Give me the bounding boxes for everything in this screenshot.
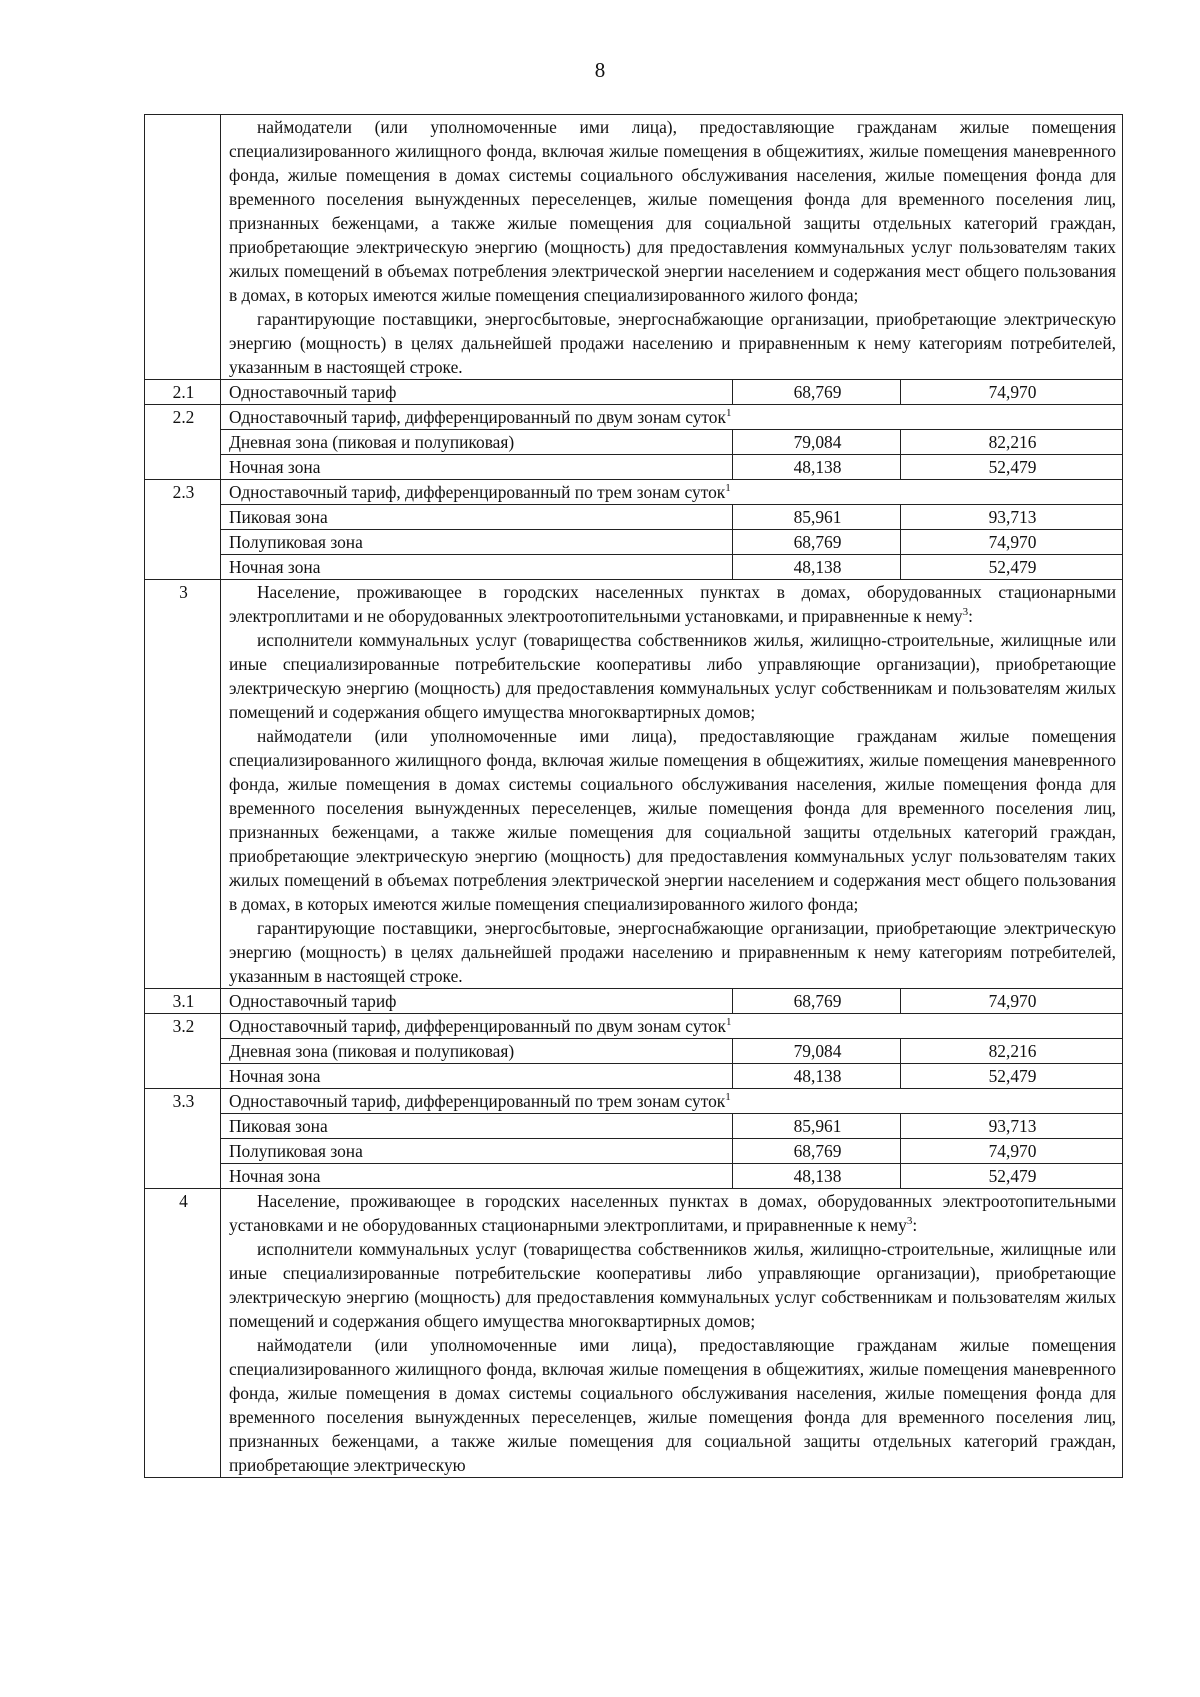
tariff-value-2: 74,970 xyxy=(901,530,1123,555)
consumer-paragraph: исполнители коммунальных услуг (товарищества собственников жилья, жилищно-строительные, жилищные или иные специализированные потребительские кооперативы либо управляющие организации), приобретающие электрическую энергию (мощность) для предоставления коммунальных услуг собственникам и пользователям жилых помещений и содержания общего имущества многоквартирных домов; xyxy=(229,1239,1117,1331)
tariff-value-1: 68,769 xyxy=(733,530,901,555)
tariff-row xyxy=(145,380,1123,405)
tariff-zone-name: Ночная зона xyxy=(221,455,733,480)
tariff-value-2: 52,479 xyxy=(901,555,1123,580)
tariff-name: Одноставочный тариф xyxy=(221,380,733,405)
tariff-group-heading xyxy=(221,480,1123,505)
section-heading: Население, проживающее в городских населенных пунктах в домах, оборудованных электроотопительными установками и не оборудованных стационарными электроплитами, и приравненные к нему$^3$: xyxy=(229,1191,1117,1235)
tariff-value-2: 52,479 xyxy=(901,1064,1123,1089)
tariff-name: Одноставочный тариф xyxy=(221,989,733,1014)
tariff-row xyxy=(145,1014,1123,1039)
footnote-marker: 1 xyxy=(725,407,732,420)
tariff-value-2: 93,713 xyxy=(901,1114,1123,1139)
consumer-paragraph: наймодатели (или уполномоченные ими лица), предоставляющие гражданам жилые помещения специализированного жилищного фонда, включая жилые помещения в общежитиях, жилые помещения маневренного фонда, жилые помещения в домах системы социального обслуживания населения, жилые помещения фонда для временного поселения вынужденных переселенцев, жилые помещения фонда для временного поселения лиц, признанных беженцами, а также жилые помещения для социальной защиты отдельных категорий граждан, приобретающие электрическую энергию (мощность) для предоставления коммунальных услуг пользователям таких жилых помещений в объемах потребления электрической энергии населением и содержания мест общего пользования в домах, в которых имеются жилые помещения специализированного жилого фонда; xyxy=(229,726,1117,914)
section-description xyxy=(221,115,1123,380)
tariff-zone-name: Полупиковая зона xyxy=(221,1139,733,1164)
tariff-zone-row xyxy=(145,1164,1123,1189)
tariff-zone-name: Дневная зона (пиковая и полупиковая) xyxy=(221,1039,733,1064)
tariff-row xyxy=(145,1089,1123,1114)
tariff-value-2: 82,216 xyxy=(901,430,1123,455)
tariff-group-heading-text: Одноставочный тариф, дифференцированный по трем зонам суток xyxy=(229,482,726,502)
tariff-value-1: 48,138 xyxy=(733,455,901,480)
tariff-value-1: 85,961 xyxy=(733,1114,901,1139)
tariff-zone-name: Полупиковая зона xyxy=(221,530,733,555)
tariff-zone-row xyxy=(145,1039,1123,1064)
section-description xyxy=(221,1189,1123,1478)
tariff-value-1: 68,769 xyxy=(733,380,901,405)
consumer-paragraph: гарантирующие поставщики, энергосбытовые, энергоснабжающие организации, приобретающие электрическую энергию (мощность) в целях дальнейшей продажи населению и приравненным к нему категориям потребителей, указанным в настоящей строке. xyxy=(229,309,1117,377)
tariff-value-2: 82,216 xyxy=(901,1039,1123,1064)
tariff-value-1: 79,084 xyxy=(733,430,901,455)
tariff-zone-row xyxy=(145,1114,1123,1139)
tariff-row xyxy=(145,405,1123,430)
tariff-table xyxy=(144,114,1123,1478)
tariff-row-number: 3.3 xyxy=(145,1089,221,1189)
consumer-paragraph: гарантирующие поставщики, энергосбытовые, энергоснабжающие организации, приобретающие электрическую энергию (мощность) в целях дальнейшей продажи населению и приравненным к нему категориям потребителей, указанным в настоящей строке. xyxy=(229,918,1117,986)
tariff-zone-name: Пиковая зона xyxy=(221,505,733,530)
tariff-zone-name: Ночная зона xyxy=(221,1164,733,1189)
tariff-zone-row xyxy=(145,555,1123,580)
tariff-value-2: 74,970 xyxy=(901,380,1123,405)
tariff-group-heading-text: Одноставочный тариф, дифференцированный по трем зонам суток xyxy=(229,1091,726,1111)
tariff-group-heading xyxy=(221,1014,1123,1039)
tariff-group-heading-text: Одноставочный тариф, дифференцированный по двум зонам суток xyxy=(229,407,726,427)
tariff-row-number: 2.3 xyxy=(145,480,221,580)
section-number: 4 xyxy=(145,1189,221,1478)
tariff-zone-name: Ночная зона xyxy=(221,555,733,580)
tariff-value-1: 68,769 xyxy=(733,989,901,1014)
tariff-group-heading xyxy=(221,405,1123,430)
footnote-marker: 3 xyxy=(962,606,969,619)
consumer-paragraph: исполнители коммунальных услуг (товарищества собственников жилья, жилищно-строительные, жилищные или иные специализированные потребительские кооперативы либо управляющие организации), приобретающие электрическую энергию (мощность) для предоставления коммунальных услуг собственникам и пользователям жилых помещений и содержания общего имущества многоквартирных домов; xyxy=(229,630,1117,722)
consumer-paragraph: наймодатели (или уполномоченные ими лица), предоставляющие гражданам жилые помещения специализированного жилищного фонда, включая жилые помещения в общежитиях, жилые помещения маневренного фонда, жилые помещения в домах системы социального обслуживания населения, жилые помещения фонда для временного поселения вынужденных переселенцев, жилые помещения фонда для временного поселения лиц, признанных беженцами, а также жилые помещения для социальной защиты отдельных категорий граждан, приобретающие электрическую xyxy=(229,1335,1117,1475)
tariff-value-2: 74,970 xyxy=(901,989,1123,1014)
tariff-zone-row xyxy=(145,505,1123,530)
tariff-row xyxy=(145,989,1123,1014)
section-heading-text: Население, проживающее в городских населенных пунктах в домах, оборудованных стационарными электроплитами и не оборудованных электроотопительными установками, и приравненные к нему xyxy=(229,582,1117,626)
tariff-value-1: 48,138 xyxy=(733,555,901,580)
tariff-group-heading-text: Одноставочный тариф, дифференцированный по двум зонам суток xyxy=(229,1016,726,1036)
tariff-value-2: 52,479 xyxy=(901,1164,1123,1189)
section-description-row xyxy=(145,1189,1123,1478)
tariff-zone-name: Дневная зона (пиковая и полупиковая) xyxy=(221,430,733,455)
footnote-marker: 1 xyxy=(725,1016,732,1029)
tariff-zone-name: Ночная зона xyxy=(221,1064,733,1089)
section-heading: Население, проживающее в городских населенных пунктах в домах, оборудованных стационарными электроплитами и не оборудованных электроотопительными установками, и приравненные к нему$^3$: xyxy=(229,582,1117,626)
tariff-value-1: 79,084 xyxy=(733,1039,901,1064)
tariff-value-2: 74,970 xyxy=(901,1139,1123,1164)
tariff-group-heading xyxy=(221,1089,1123,1114)
section-description-row xyxy=(145,580,1123,989)
footnote-marker: 3 xyxy=(906,1215,913,1228)
tariff-value-1: 68,769 xyxy=(733,1139,901,1164)
tariff-row-number: 3.2 xyxy=(145,1014,221,1089)
tariff-zone-row xyxy=(145,1064,1123,1089)
footnote-marker: 1 xyxy=(725,482,731,495)
section-number xyxy=(145,115,221,380)
tariff-row xyxy=(145,480,1123,505)
tariff-row-number: 2.2 xyxy=(145,405,221,480)
footnote-marker: 1 xyxy=(725,1091,731,1104)
consumer-paragraph: наймодатели (или уполномоченные ими лица), предоставляющие гражданам жилые помещения специализированного жилищного фонда, включая жилые помещения в общежитиях, жилые помещения маневренного фонда, жилые помещения в домах системы социального обслуживания населения, жилые помещения фонда для временного поселения вынужденных переселенцев, жилые помещения фонда для временного поселения лиц, признанных беженцами, а также жилые помещения для социальной защиты отдельных категорий граждан, приобретающие электрическую энергию (мощность) для предоставления коммунальных услуг пользователям таких жилых помещений в объемах потребления электрической энергии населением и содержания мест общего пользования в домах, в которых имеются жилые помещения специализированного жилого фонда; xyxy=(229,117,1117,305)
tariff-value-1: 48,138 xyxy=(733,1164,901,1189)
tariff-zone-name: Пиковая зона xyxy=(221,1114,733,1139)
tariff-zone-row xyxy=(145,1139,1123,1164)
tariff-value-1: 85,961 xyxy=(733,505,901,530)
section-description-row xyxy=(145,115,1123,380)
page-number: 8 xyxy=(594,58,606,82)
section-number: 3 xyxy=(145,580,221,989)
tariff-value-1: 48,138 xyxy=(733,1064,901,1089)
section-heading-text: Население, проживающее в городских населенных пунктах в домах, оборудованных электроотопительными установками и не оборудованных стационарными электроплитами, и приравненные к нему xyxy=(229,1191,1117,1235)
section-description xyxy=(221,580,1123,989)
tariff-zone-row xyxy=(145,430,1123,455)
tariff-row-number: 3.1 xyxy=(145,989,221,1014)
tariff-zone-row xyxy=(145,530,1123,555)
tariff-row-number: 2.1 xyxy=(145,380,221,405)
tariff-value-2: 52,479 xyxy=(901,455,1123,480)
tariff-value-2: 93,713 xyxy=(901,505,1123,530)
tariff-zone-row xyxy=(145,455,1123,480)
